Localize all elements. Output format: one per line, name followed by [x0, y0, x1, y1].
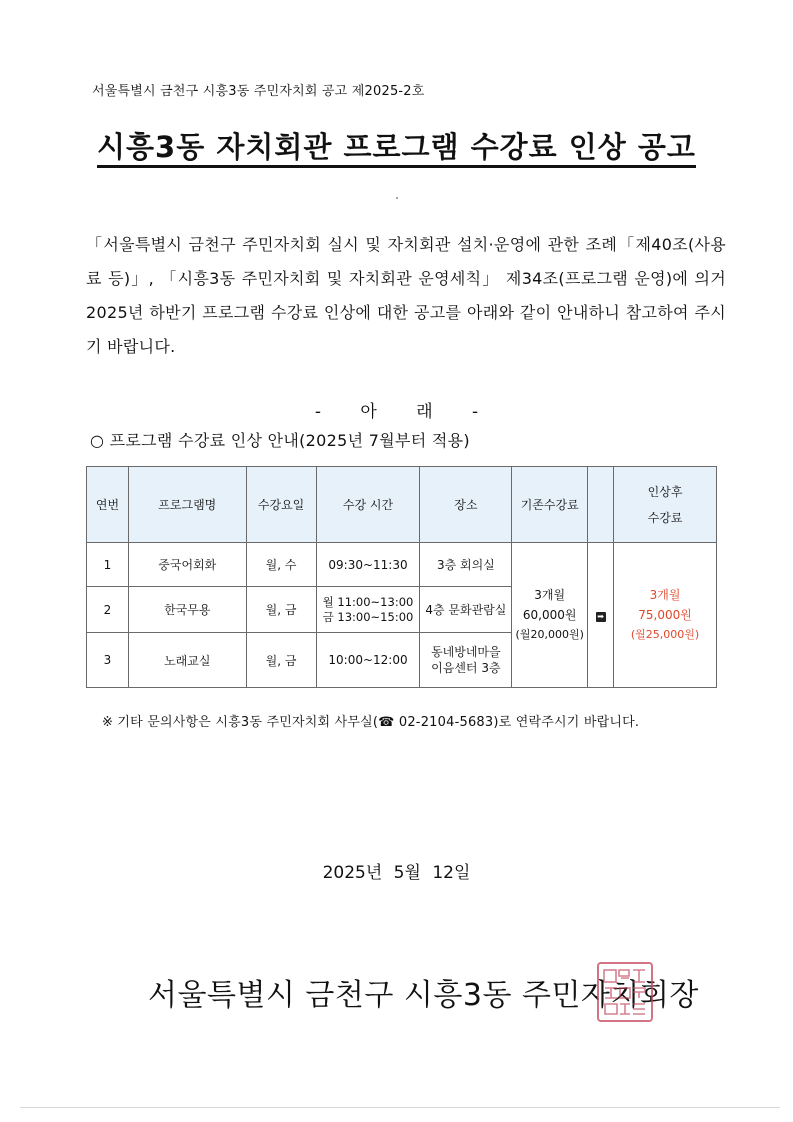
col-header-program: 프로그램명 — [128, 467, 246, 543]
col-header-new-fee-line1: 인상후 — [647, 484, 683, 499]
signer-name: 서울특별시 금천구 시흥3동 주민자치회장 — [148, 978, 699, 1013]
row-program: 노래교실 — [128, 633, 246, 688]
official-seal-icon — [597, 962, 653, 1022]
table-row — [87, 543, 717, 587]
row-time — [316, 587, 420, 633]
row-time-line1: 월 11:00~13:00 — [322, 594, 414, 609]
row-days: 월, 금 — [246, 587, 316, 633]
table-header-row — [87, 467, 717, 543]
row-no: 3 — [87, 633, 129, 688]
page-title — [0, 125, 793, 166]
col-header-old-fee: 기존수강료 — [512, 467, 588, 543]
col-header-time: 수강 시간 — [316, 467, 420, 543]
page-title-text: 시흥3동 자치회관 프로그램 수강료 인상 공고 — [97, 130, 696, 168]
stray-mark — [396, 197, 398, 199]
old-fee-cell — [512, 543, 588, 688]
col-header-arrow — [588, 467, 614, 543]
fee-table — [86, 466, 717, 688]
arrow-cell — [588, 543, 614, 688]
col-header-days: 수강요일 — [246, 467, 316, 543]
old-fee-monthly: (월20,000원) — [515, 628, 584, 641]
row-program: 한국무용 — [128, 587, 246, 633]
new-fee-monthly: (월25,000원) — [630, 628, 700, 641]
new-fee-cell — [614, 543, 717, 688]
row-place-line1: 동네방네마을 — [431, 645, 501, 659]
col-header-place: 장소 — [420, 467, 512, 543]
row-days: 월, 금 — [246, 633, 316, 688]
right-arrow-icon: ➡ — [597, 612, 604, 621]
old-fee-amount: 60,000원 — [522, 608, 577, 622]
row-place-line2: 이음센터 3층 — [431, 661, 501, 675]
col-header-new-fee-line2: 수강료 — [647, 510, 683, 525]
row-program: 중국어회화 — [128, 543, 246, 587]
row-place — [420, 633, 512, 688]
col-header-no: 연번 — [87, 467, 129, 543]
below-label: - 아 래 - — [314, 402, 479, 422]
section-heading: ○ 프로그램 수강료 인상 안내(2025년 7월부터 적용) — [90, 431, 470, 450]
row-no: 2 — [87, 587, 129, 633]
col-header-new-fee — [614, 467, 717, 543]
new-fee-amount: 75,000원 — [638, 608, 692, 622]
contact-footnote: ※ 기타 문의사항은 시흥3동 주민자치회 사무실(☎ 02-2104-5683)로 연락주시기 바랍니다. — [102, 715, 640, 730]
new-fee-period: 3개월 — [649, 588, 681, 602]
old-fee-period: 3개월 — [534, 588, 566, 602]
intro-paragraph: 「서울특별시 금천구 주민자치회 실시 및 자치회관 설치·운영에 관한 조례「제40조(사용료 등)」, 「시흥3동 주민자치회 및 자치회관 운영세칙」 제34조(프로그램 운영)에 의거 2025년 하반기 프로그램 수강료 인상에 대한 공고를 아래와 같이 안내하니 참고하여 주시기 바랍니다. — [86, 235, 726, 356]
row-time: 10:00~12:00 — [316, 633, 420, 688]
row-days: 월, 수 — [246, 543, 316, 587]
row-time: 09:30~11:30 — [316, 543, 420, 587]
notice-date: 2025년 5월 12일 — [322, 863, 471, 883]
row-place: 4층 문화관람실 — [420, 587, 512, 633]
row-no: 1 — [87, 543, 129, 587]
row-place: 3층 회의실 — [420, 543, 512, 587]
page-bottom-border — [20, 1107, 780, 1108]
notice-number: 서울특별시 금천구 시흥3동 주민자치회 공고 제2025-2호 — [92, 84, 425, 99]
row-time-line2: 금 13:00~15:00 — [322, 609, 414, 624]
